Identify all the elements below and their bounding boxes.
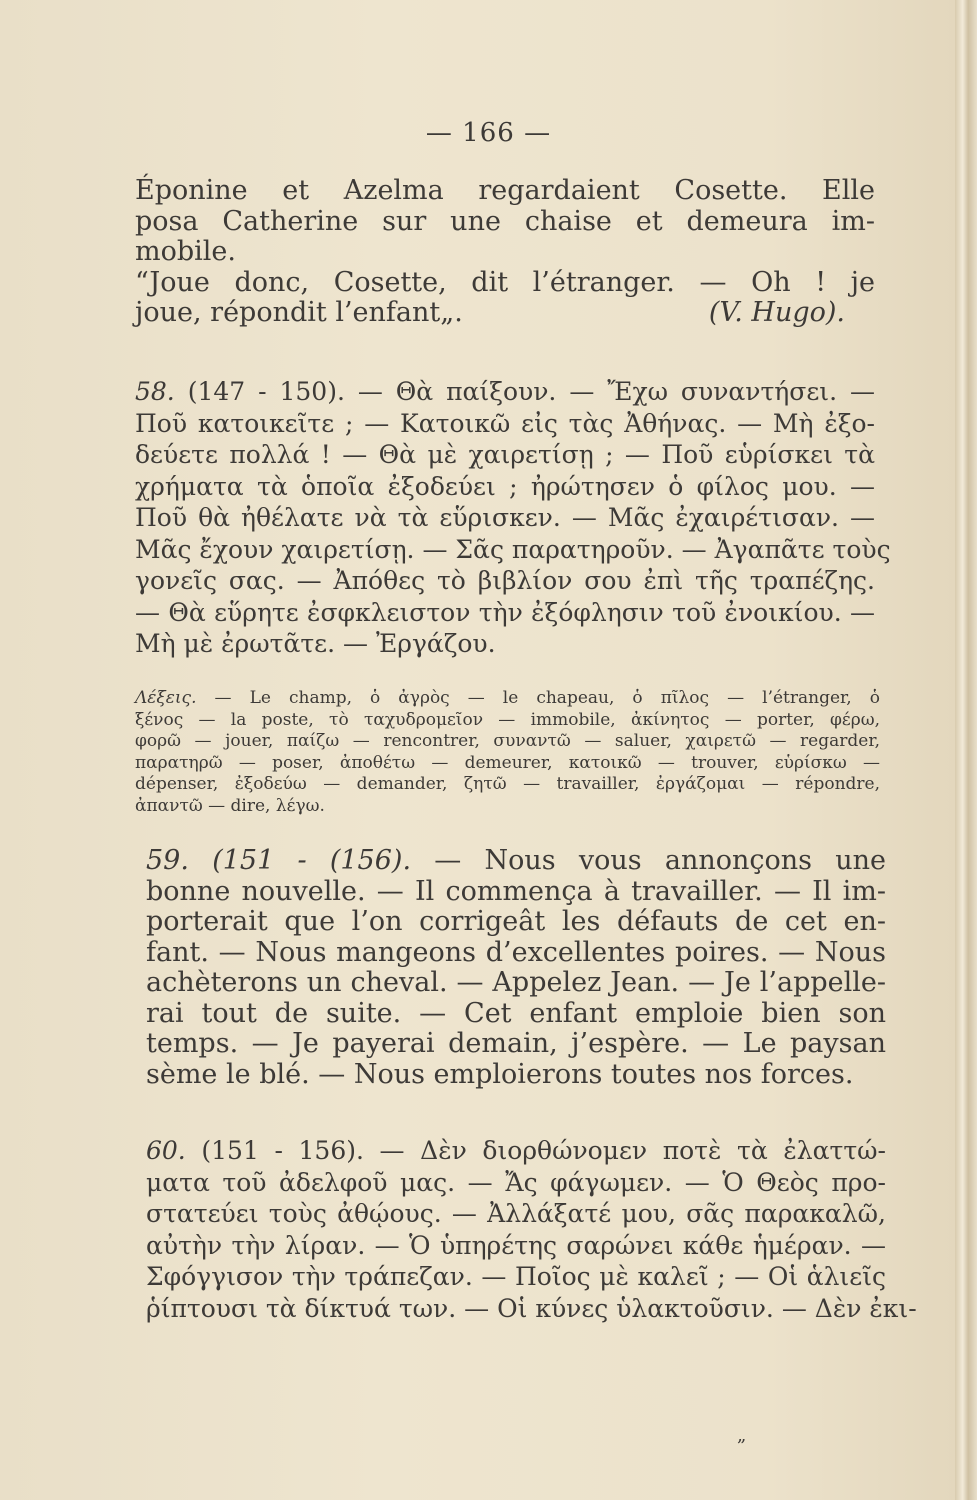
text-line: δεύετε πολλά ! — Θὰ μὲ χαιρετίσῃ ; — Ποῦ εὑρίσκει τὰ <box>135 440 875 469</box>
text-line-content: — Nous vous annonçons une <box>434 845 886 876</box>
text-line: rai tout de suite. — Cet enfant emploie bien son <box>146 997 886 1029</box>
vocab-line: ξένος — la poste, τὸ ταχυδρομεῖον — immobile, ἀκίνητος — porter, φέρω, <box>135 709 880 730</box>
vocab-line: παρατηρῶ — poser, ἀποθέτω — demeurer, κατοικῶ — trouver, εὑρίσκω — <box>135 752 880 773</box>
text-line: sème le blé. — Nous emploierons toutes nos forces. <box>146 1058 854 1090</box>
exercise-number: 58. <box>135 377 175 406</box>
text-line <box>146 846 886 877</box>
vocab-line-content: — Le champ, ὁ ἀγρὸς — le chapeau, ὁ πῖλος — l’étranger, ὁ <box>214 688 880 708</box>
text-line: Ποῦ κατοικεῖτε ; — Κατοικῶ εἰς τὰς Ἀθήνας. — Μὴ ἐξο- <box>135 408 875 438</box>
text-line: χρήματα τὰ ὁποῖα ἐξοδεύει ; ἠρώτησεν ὁ φίλος μου. — <box>135 471 875 501</box>
text-line: porterait que l’on corrigeât les défauts de cet en- <box>146 906 886 937</box>
page-edge <box>955 0 977 1500</box>
text-line: fant. — Nous mangeons d’excellentes poires. — Nous <box>146 936 886 968</box>
text-line: bonne nouvelle. — Il commença à travailler. — Il im- <box>146 875 886 907</box>
vocab-line: dépenser, ἐξοδεύω — demander, ζητῶ — travailler, ἐργάζομαι — répondre, <box>135 774 880 794</box>
exercise-ref: (151 - (156). <box>212 845 412 876</box>
text-line: Σφόγγισον τὴν τράπεζαν. — Ποῖος μὲ καλεῖ ; — Οἱ ἁλιεῖς <box>146 1262 886 1291</box>
text-line: Ποῦ θὰ ἠθέλατε νὰ τὰ εὕρισκεν. — Μᾶς ἐχαιρέτισαν. — <box>135 503 875 532</box>
text-line: Μὴ μὲ ἐρωτᾶτε. — Ἐργάζου. <box>135 629 496 658</box>
paragraph-hugo-excerpt <box>135 176 875 329</box>
exercise-58 <box>135 376 891 660</box>
vocab-line <box>135 688 880 710</box>
text-line: joue, répondit l’enfant„. <box>135 297 463 328</box>
text-line: ῥίπτουσι τὰ δίκτυά των. — Οἱ κύνες ὑλακτοῦσιν. — Δὲν ἐκι- <box>146 1293 917 1323</box>
stray-ink-mark: „ <box>737 1425 747 1446</box>
page-number: — 166 — <box>425 118 552 148</box>
text-line-content: (147 - 150). — Θὰ παίξουν. — Ἔχω συναντήσει. — <box>187 377 875 406</box>
text-line: — Θὰ εὕρητε ἐσφκλειστον τὴν ἐξόφλησιν τοῦ ἐνοικίου. — <box>135 597 875 627</box>
text-line: mobile. <box>135 236 236 267</box>
text-line: αὐτὴν τὴν λίραν. — Ὁ ὑπηρέτης σαρώνει κάθε ἡμέραν. — <box>146 1230 886 1260</box>
text-line: achèterons un cheval. — Appelez Jean. — Je l’appelle- <box>146 967 886 998</box>
text-line: “Joue donc, Cosette, dit l’étranger. — Oh ! je <box>135 266 875 298</box>
text-line: στατεύει τοὺς ἀθῴους. — Ἀλλάξατέ μου, σᾶς παρακαλῶ, <box>146 1199 886 1228</box>
text-line <box>135 376 875 408</box>
attribution: (V. Hugo). <box>708 297 845 328</box>
text-line: ματα τοῦ ἀδελφοῦ μας. — Ἄς φάγωμεν. — Ὁ Θεὸς προ- <box>146 1167 886 1197</box>
vocab-label: Λέξεις. <box>135 688 197 708</box>
text-line: temps. — Je payerai demain, j’espère. — Le paysan <box>146 1028 886 1059</box>
exercise-number: 60. <box>146 1136 186 1165</box>
text-line-content: (151 - 156). — Δὲν διορθώνομεν ποτὲ τὰ ἐλαττώ- <box>201 1136 886 1165</box>
text-line: Éponine et Azelma regardaient Cosette. Elle <box>135 175 875 206</box>
text-line: posa Catherine sur une chaise et demeura im- <box>135 205 875 237</box>
text-line: γονεῖς σας. — Ἀπόθες τὸ βιβλίον σου ἐπὶ τῆς τραπέζης. <box>135 566 875 595</box>
exercise-60 <box>146 1135 917 1324</box>
text-line-with-attribution <box>135 298 875 329</box>
vocabulary-list <box>135 688 880 817</box>
exercise-number: 59. <box>146 845 189 876</box>
text-line <box>146 1135 886 1167</box>
vocab-line: φορῶ — jouer, παίζω — rencontrer, συναντῶ — saluer, χαιρετῶ — regarder, <box>135 731 880 751</box>
text-line: Μᾶς ἔχουν χαιρετίσῃ. — Σᾶς παρατηροῦν. — Ἀγαπᾶτε τοὺς <box>135 534 891 564</box>
exercise-59 <box>146 846 886 1090</box>
vocab-line: ἀπαντῶ — dire, λέγω. <box>135 795 325 816</box>
